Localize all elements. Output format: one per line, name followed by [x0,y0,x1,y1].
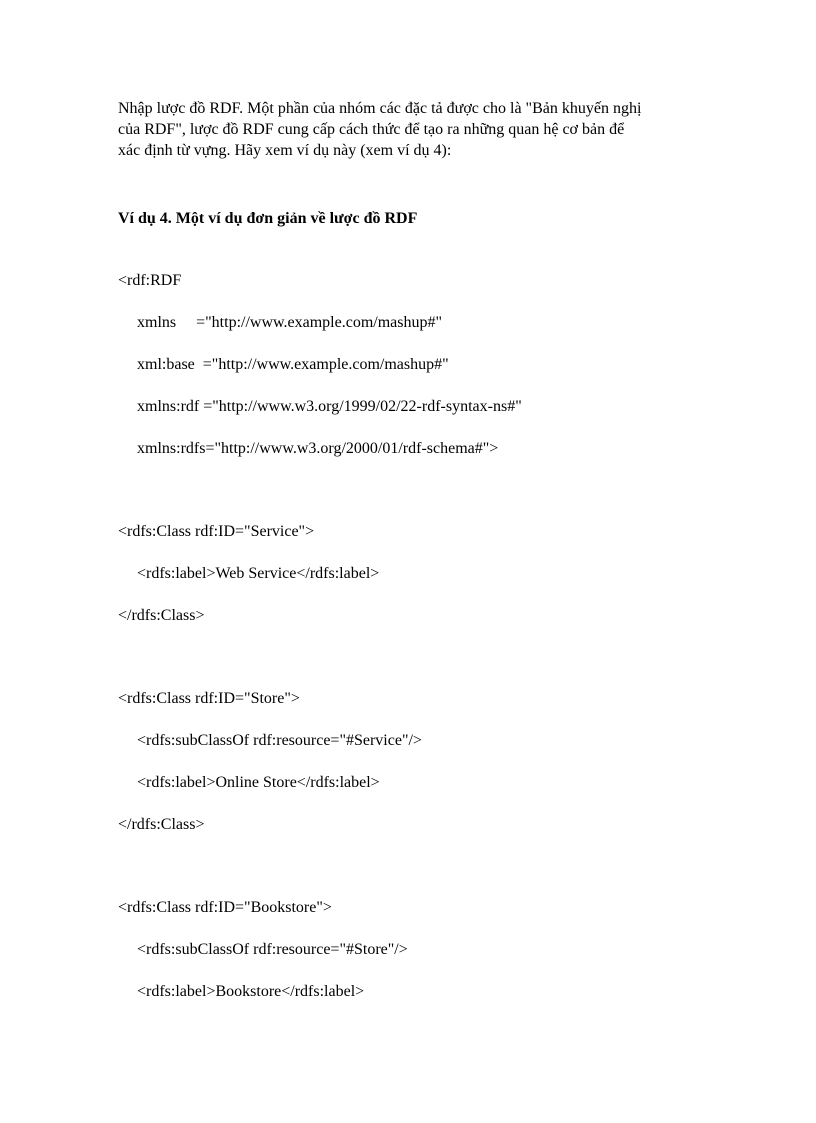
intro-paragraph [118,98,708,161]
code-line-class-store: <rdfs:Class rdf:ID="Store"> [118,690,300,707]
code-line-label-online-store: <rdfs:label>Online Store</rdfs:label> [137,774,380,791]
code-line-rdf-open: <rdf:RDF [118,272,182,289]
code-line-class-close: </rdfs:Class> [118,816,205,833]
code-line-xmlns-rdfs: xmlns:rdfs="http://www.w3.org/2000/01/rdf-schema#"> [137,440,499,457]
code-line-label-web-service: <rdfs:label>Web Service</rdfs:label> [137,565,380,582]
intro-line: của RDF", lược đồ RDF cung cấp cách thức để tạo ra những quan hệ cơ bản để [118,121,625,138]
intro-line: Nhập lược đồ RDF. Một phần của nhóm các đặc tả được cho là "Bản khuyến nghị [118,100,642,117]
code-line-subclass-store: <rdfs:subClassOf rdf:resource="#Store"/> [137,941,408,958]
code-line-label-bookstore: <rdfs:label>Bookstore</rdfs:label> [137,983,365,1000]
code-line-xmlns: xmlns ="http://www.example.com/mashup#" [137,314,443,331]
code-line-class-bookstore: <rdfs:Class rdf:ID="Bookstore"> [118,899,332,916]
example-heading: Ví dụ 4. Một ví dụ đơn giản về lược đồ RDF [118,210,418,227]
code-line-subclass-service: <rdfs:subClassOf rdf:resource="#Service"/> [137,732,422,749]
code-line-class-close: </rdfs:Class> [118,607,205,624]
intro-line: xác định từ vựng. Hãy xem ví dụ này (xem ví dụ 4): [118,142,452,159]
code-line-xml-base: xml:base ="http://www.example.com/mashup#" [137,356,449,373]
code-line-xmlns-rdf: xmlns:rdf ="http://www.w3.org/1999/02/22-rdf-syntax-ns#" [137,398,522,415]
code-line-class-service: <rdfs:Class rdf:ID="Service"> [118,523,315,540]
